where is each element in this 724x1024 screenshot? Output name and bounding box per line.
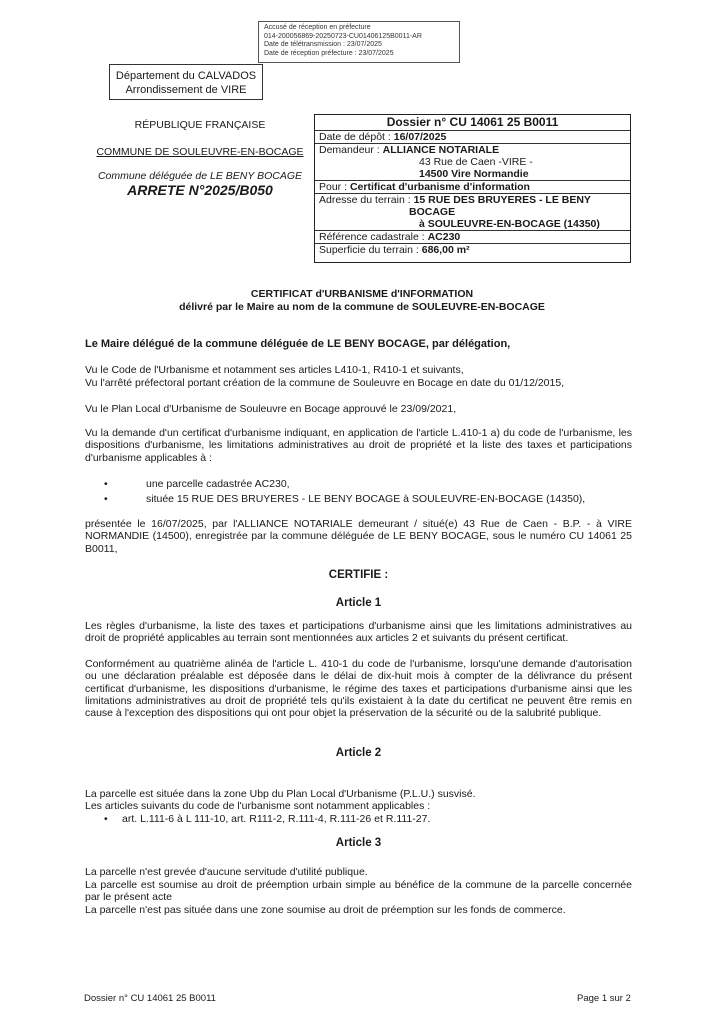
dossier-title: Dossier n° CU 14061 25 B0011	[315, 115, 630, 131]
document-title	[60, 288, 664, 314]
applicant-label: Demandeur :	[319, 144, 380, 156]
area-value: 686,00 m²	[421, 244, 470, 256]
arrondissement-name: Arrondissement de VIRE	[125, 84, 247, 96]
article-2-paragraph-1: La parcelle est située dans la zone Ubp du Plan Local d'Urbanisme (P.L.U.) susvisé.	[85, 788, 476, 800]
applicant-address-1: 43 Rue de Caen -VIRE -	[419, 156, 533, 168]
purpose-row	[315, 181, 630, 194]
mayor-statement: Le Maire délégué de la commune déléguée de LE BENY BOCAGE, par délégation,	[85, 338, 511, 350]
arrete-number: ARRETE N°2025/B050	[127, 182, 273, 198]
document-title-line-2: délivré par le Maire au nom de la commune de SOULEUVRE-EN-BOCAGE	[179, 301, 545, 313]
department-box	[109, 64, 263, 100]
bullet-icon: •	[104, 493, 108, 505]
article-1-paragraph-1: Les règles d'urbanisme, la liste des taxes et participations d'urbanisme ainsi que les limitations administratives au droit de propriété applicables au terrain sont mentionnées aux articles 2 et suivants du présent certificat.	[85, 620, 632, 645]
stamp-line: 014-200056869-20250723-CU01406125B0011-AR	[264, 32, 422, 40]
commune-heading: COMMUNE DE SOULEUVRE-EN-BOCAGE	[96, 146, 304, 158]
cadastre-row	[315, 231, 630, 244]
article-3-paragraph-3: La parcelle n'est pas située dans une zone soumise au droit de préemption sur les fonds de commerce.	[85, 904, 566, 916]
page-number: Page 1 sur 2	[577, 993, 631, 1004]
stamp-line: Date de réception préfecture : 23/07/2025	[264, 49, 394, 57]
deposit-value: 16/07/2025	[393, 131, 447, 143]
applicant-row	[315, 144, 630, 181]
land-address-row	[315, 194, 630, 231]
article-3-title: Article 3	[335, 837, 382, 849]
cadastre-label: Référence cadastrale :	[319, 231, 425, 243]
delegated-commune: Commune déléguée de LE BENY BOCAGE	[97, 170, 303, 182]
presented-paragraph: présentée le 16/07/2025, par l'ALLIANCE NOTARIALE demeurant / situé(e) 43 Rue de Caen - B.P. - à VIRE NORMANDIE (14500), enregistrée par la commune déléguée de LE BENY BOCAGE, sous le numéro CU 14061 25 B0011,	[85, 518, 632, 555]
applicant-address-2: 14500 Vire Normandie	[419, 168, 529, 180]
land-address-1: 15 RUE DES BRUYERES - LE BENY	[413, 194, 591, 206]
bullet-icon: •	[104, 478, 108, 490]
article-3-paragraph-2: La parcelle est soumise au droit de préemption urbain simple au bénéfice de la commune de la parcelle concernée par le présent acte	[85, 879, 632, 904]
article-2-title: Article 2	[335, 747, 382, 759]
reception-stamp	[258, 21, 460, 63]
applicant-name: ALLIANCE NOTARIALE	[382, 144, 500, 156]
parcel-address: située 15 RUE DES BRUYERES - LE BENY BOCAGE à SOULEUVRE-EN-BOCAGE (14350),	[146, 493, 586, 505]
land-address-label: Adresse du terrain :	[319, 194, 411, 206]
vu-prefectoral: Vu l'arrêté préfectoral portant création de la commune de Souleuvre en Bocage en date du 01/12/2015,	[85, 377, 565, 389]
area-label: Superficie du terrain :	[319, 244, 419, 256]
republic-heading: RÉPUBLIQUE FRANÇAISE	[134, 119, 266, 131]
stamp-line: Accusé de réception en préfecture	[264, 24, 371, 31]
purpose-value: Certificat d'urbanisme d'information	[349, 181, 530, 193]
bullet-icon: •	[104, 813, 108, 825]
footer-dossier-number: Dossier n° CU 14061 25 B0011	[84, 993, 216, 1004]
document-title-line-1: CERTIFICAT d'URBANISME d'INFORMATION	[250, 288, 474, 300]
department-name: Département du CALVADOS	[115, 70, 257, 82]
vu-plu: Vu le Plan Local d'Urbanisme de Souleuvre en Bocage approuvé le 23/09/2021,	[85, 403, 457, 415]
area-row	[315, 244, 630, 256]
certifie-heading: CERTIFIE :	[328, 569, 389, 581]
article-1-paragraph-2: Conformément au quatrième alinéa de l'article L. 410-1 du code de l'urbanisme, lorsqu'une demande d'autorisation ou une déclaration préalable est déposée dans le délai de dix-huit mois à compter de la délivrance du présent certificat d'urbanisme, les dispositions d'urbanisme, le régime des taxes et participations d'urbanisme ainsi que les limitations administratives au droit de propriété tels qu'ils existaient à la date du certificat ne peuvent être remis en cause à l'exception des dispositions qui ont pour objet la préservation de la sécurité ou de la salubrité publique.	[85, 658, 632, 720]
deposit-label: Date de dépôt :	[319, 131, 391, 143]
stamp-line: Date de télétransmission : 23/07/2025	[264, 41, 382, 48]
deposit-row	[315, 131, 630, 144]
cadastre-value: AC230	[427, 231, 461, 243]
land-address-3: à SOULEUVRE-EN-BOCAGE (14350)	[419, 218, 600, 230]
dossier-box	[314, 114, 631, 263]
article-1-title: Article 1	[335, 597, 382, 609]
land-address-2: BOCAGE	[409, 206, 456, 218]
vu-demande: Vu la demande d'un certificat d'urbanisme indiquant, en application de l'article L.410-1 a) du code de l'urbanisme, les dispositions d'urbanisme, les limitations administratives au droit de propriété et la liste des taxes et participations d'urbanisme applicables à :	[85, 427, 632, 464]
vu-code: Vu le Code de l'Urbanisme et notamment ses articles L410-1, R410-1 et suivants,	[85, 364, 464, 376]
parcel-cadastre: une parcelle cadastrée AC230,	[146, 478, 290, 490]
article-2-paragraph-2: Les articles suivants du code de l'urbanisme sont notamment applicables :	[85, 800, 431, 812]
article-3-paragraph-1: La parcelle n'est grevée d'aucune servitude d'utilité publique.	[85, 866, 368, 878]
applicable-articles: art. L.111-6 à L 111-10, art. R111-2, R.111-4, R.111-26 et R.111-27.	[122, 813, 431, 825]
purpose-label: Pour :	[319, 181, 348, 193]
